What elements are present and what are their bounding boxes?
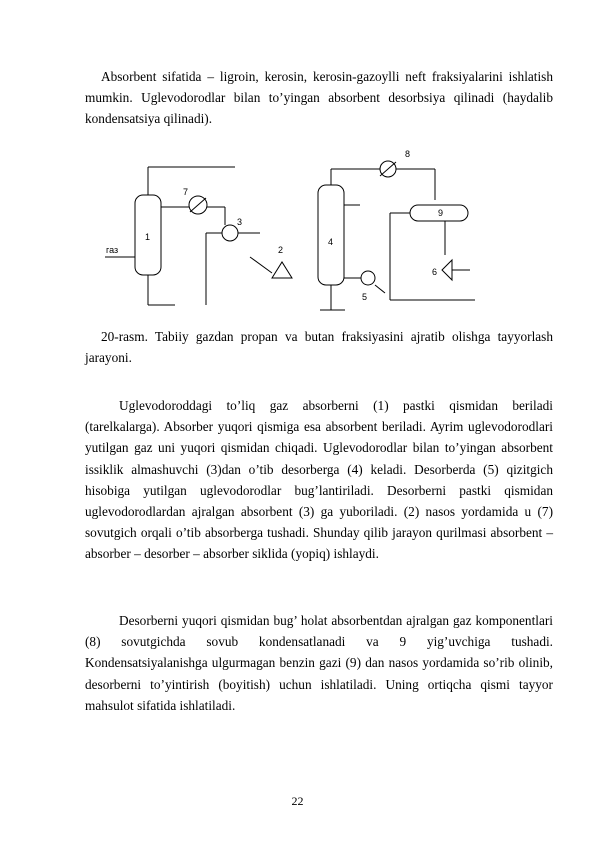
figure-caption: 20-rasm. Tabiiy gazdan propan va butan fraksiyasini ajratib olishga tayyorlash jarayoni. (85, 329, 553, 366)
process-diagram (100, 145, 480, 320)
label-condenser: 8 (405, 149, 411, 159)
process-diagram-figure (100, 145, 480, 320)
heat-exchanger-3 (222, 225, 238, 241)
heater-5 (361, 271, 375, 285)
desorber-column (318, 185, 344, 285)
intro-paragraph: Absorbent sifatida – ligroin, kerosin, kerosin-gazoylli neft fraksiyalarini ishlatish mumkin. Uglevodorodlar bilan to’yingan absorbent desorbsiya qilinadi (haydalib kondensatsiya qilinadi). (85, 69, 553, 127)
pump-2 (272, 262, 292, 278)
label-pump2: 6 (432, 267, 438, 277)
page-number: 22 (291, 794, 304, 808)
label-collector: 9 (438, 208, 444, 218)
body-paragraph-1: Uglevodoroddagi to’liq gaz absorberni (1) pastki qismidan beriladi (tarelkalarga). Absorber yuqori qismiga esa absorbent beriladi. Ayrim uglevodorodlari yutilgan gaz uni yuqori qismidan chiqadi. Uglevodorodlar bilan to’yingan absorbent issiklik almashuvchi (3)dan o’tib desorberga (4) keladi. Desorberda (5) qizitgich hisobiga yutilgan uglevodorodlar bug’lantiriladi. Desorberni pastki qismidan uglevodorodlardan ajralgan absorbent (3) ga yuboriladi. (2) nasos yordamida u (7) sovutgich orqali o’tib absorberga tushadi. Shunday qilib jarayon qurilmasi absorbent – absorber – desorber – absorber siklida (yopiq) ishlaydi. (85, 398, 553, 562)
label-gas-inlet: газ (106, 245, 119, 255)
label-heater: 5 (362, 292, 368, 302)
body-paragraph-2: Desorberni yuqori qismidan bug’ holat absorbentdan ajralgan gaz komponentlari (8) sovutgichda sovub kondensatlanadi va 9 yig’uvchiga tushadi. Kondensatsiyalanishga ulgurmagan benzin gazi (9) dan nasos yordamida so’rib olinib, desorberni to’yintirish (boyitish) uchun ishlatiladi. Uning ortiqcha qismi tayyor mahsulot sifatida ishlatiladi. (85, 613, 553, 713)
label-heat-exchanger: 3 (237, 217, 243, 227)
label-desorber: 4 (328, 237, 334, 247)
label-absorber: 1 (145, 232, 151, 242)
label-cooler: 7 (183, 187, 189, 197)
label-pump: 2 (278, 245, 284, 255)
pump-6 (442, 260, 452, 280)
